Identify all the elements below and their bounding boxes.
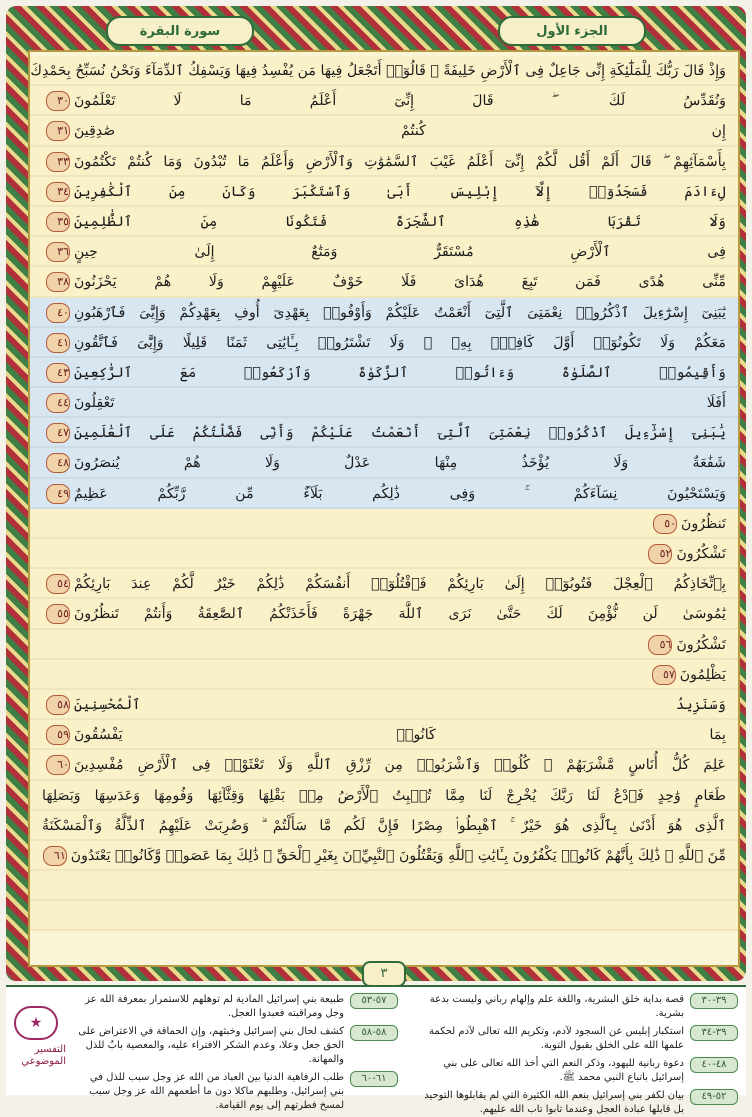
line-text: مِّنِّى هُدًى فَمَن تَبِعَ هُدَاىَ فَلَا خَوْفٌ عَلَيْهِمْ وَلَا هُمْ يَحْزَنُونَ (74, 274, 726, 291)
quran-line (30, 479, 738, 509)
quran-line (30, 630, 738, 660)
quran-line (30, 660, 738, 690)
line-text: أَفَلَا تَعْقِلُونَ (74, 395, 726, 412)
quran-line (30, 599, 738, 629)
ayah-number: ٤١ (46, 333, 70, 353)
ayah-number: ٤٧ (46, 423, 70, 443)
quran-line (30, 509, 738, 539)
line-text: لِءَادَمَ فَسَجَدُوٓا۟ إِلَّآ إِبْلِيسَ أَبَىٰ وَٱسْتَكْبَرَ وَكَانَ مِنَ ٱلْكَٰفِرِينَ (74, 183, 726, 200)
quran-line (30, 298, 738, 328)
footer-row (414, 1057, 738, 1085)
quran-line (30, 811, 738, 841)
line-text: بِأَسْمَآئِهِمْ ۖ قَالَ أَلَمْ أَقُل لَّكُمْ إِنِّىٓ أَعْلَمُ غَيْبَ ٱلسَّمَٰوَٰتِ وَٱلْأَرْضِ وَأَعْلَمُ مَا تُبْدُونَ وَمَا كُنتُمْ تَكْتُمُونَ (74, 153, 726, 170)
page-frame (6, 6, 746, 981)
line-text: ٱلَّذِى هُوَ أَدْنَىٰ بِٱلَّذِى هُوَ خَيْرٌ ۚ ٱهْبِطُوا۟ مِصْرًا فَإِنَّ لَكُم مَّا سَأَلْتُمْ ۗ وَضُرِبَتْ عَلَيْهِمُ ٱلذِّلَّةُ وَٱلْمَسْكَنَةُ (42, 817, 726, 834)
line-text: شَفَٰعَةٌ وَلَا يُؤْخَذُ مِنْهَا عَدْلٌ وَلَا هُمْ يُنصَرُونَ (74, 455, 726, 472)
footer-text: قصة بداية خلق البشرية، واللغة علم وإلهام رباني وليست بدعة بشرية. (429, 994, 684, 1019)
line-text: وَإِذْ قَالَ رَبُّكَ لِلْمَلَٰٓئِكَةِ إِنِّى جَاعِلٌ فِى ٱلْأَرْضِ خَلِيفَةً ۖ قَالُوٓا۟ أَتَجْعَلُ فِيهَا مَن يُفْسِدُ فِيهَا وَيَسْفِكُ ٱلدِّمَآءَ وَنَحْنُ نُسَبِّحُ بِحَمْدِكَ (30, 63, 726, 79)
footer-text: استكبار إبليس عن السجود لآدم، وتكريم الله تعالى لآدم لحكمة علمها الله على الخلق بقبول التوبة. (429, 1026, 684, 1051)
line-text: تَشْكُرُونَ (676, 546, 726, 562)
ayah-number: ٣٦ (46, 242, 70, 262)
page-number: ٣ (362, 961, 406, 987)
ayah-number: ٣١ (46, 121, 70, 141)
logo-text: التفسير الموضوعي (21, 1044, 66, 1067)
footer-text: بيان لكفر بني إسرائيل بنعم الله الكثيرة التي لم يقابلوها التوحيد بل قابلها عبادة العجل وعندما تابوا تاب الله عليهم. (424, 1090, 684, 1115)
line-rule (30, 929, 738, 931)
footer-text: طلب الرفاهية الدنيا بين العباد من الله عز وجل سبب للذل في بني إسرائيل، وطلبهم ماكلا دون ما أطعمهم الله عز وجل سبب لمسخ فطرتهم إلى يوم القيامة. (89, 1072, 344, 1111)
range-badge: ٥٧-٥٣ (350, 993, 398, 1009)
quran-line (30, 448, 738, 478)
quran-line (30, 56, 738, 86)
quran-line (30, 690, 738, 720)
footer-row (414, 993, 738, 1021)
line-text: طَعَامٍ وَٰحِدٍ فَٱدْعُ لَنَا رَبَّكَ يُخْرِجْ لَنَا مِمَّا تُنۢبِتُ ٱلْأَرْضُ مِنۢ بَقْلِهَا وَقِثَّآئِهَا وَفُومِهَا وَعَدَسِهَا وَبَصَلِهَا (42, 787, 726, 804)
quran-line (30, 388, 738, 418)
quran-line (30, 750, 738, 780)
quran-line (30, 720, 738, 750)
quran-line (30, 328, 738, 358)
line-text: فِى ٱلْأَرْضِ مُسْتَقَرٌّ وَمَتَٰعٌ إِلَىٰ حِينٍ (74, 244, 726, 261)
ayah-number: ٥٨ (46, 695, 70, 715)
line-text: بِمَا كَانُوا۟ يَفْسُقُونَ (74, 727, 726, 744)
quran-line (30, 177, 738, 207)
quran-line (30, 901, 738, 931)
quran-line (30, 781, 738, 811)
ayah-number: ٥٠ (653, 514, 677, 534)
juz-title: الجزء الأول (498, 16, 646, 46)
quran-line (30, 207, 738, 237)
ayah-number: ٤٩ (46, 484, 70, 504)
range-badge: ٣٩-٣٤ (690, 1025, 738, 1041)
line-text: يَٰبَنِىٓ إِسْرَٰٓءِيلَ ٱذْكُرُوا۟ نِعْمَتِىَ ٱلَّتِىٓ أَنْعَمْتُ عَلَيْكُمْ وَأَنِّى فَضَّلْتُكُمْ عَلَى ٱلْعَٰلَمِينَ (74, 425, 726, 442)
footer-row (74, 993, 398, 1021)
text-area (28, 50, 740, 981)
ayah-number: ٥٩ (46, 725, 70, 745)
ayah-number: ٣٥ (46, 212, 70, 232)
footer (6, 985, 746, 1115)
range-badge: ٤٨-٤٠ (690, 1057, 738, 1073)
ayah-number: ٥٢ (648, 544, 672, 564)
ayah-number: ٣٤ (46, 182, 70, 202)
ayah-number: ٤٣ (46, 363, 70, 383)
ayah-number: ٥٥ (46, 604, 70, 624)
ayah-number: ٣٨ (46, 272, 70, 292)
line-text: وَأَقِيمُوا۟ ٱلصَّلَوٰةَ وَءَاتُوا۟ ٱلزَّكَوٰةَ وَٱرْكَعُوا۟ مَعَ ٱلرَّٰكِعِينَ (74, 364, 726, 381)
ayah-number: ٤٤ (46, 393, 70, 413)
footer-row (74, 1071, 398, 1113)
line-text: وَيَسْتَحْيُونَ نِسَآءَكُمْ ۚ وَفِى ذَٰلِكُم بَلَآءٌ مِّن رَّبِّكُمْ عَظِيمٌ (74, 485, 726, 502)
quran-line (30, 539, 738, 569)
quran-line (30, 237, 738, 267)
line-text: يَظْلِمُونَ (679, 666, 726, 683)
line-text: إِن كُنتُمْ صَٰدِقِينَ (74, 123, 726, 140)
line-text: عَلِمَ كُلُّ أُنَاسٍ مَّشْرَبَهُمْ ۖ كُلُوا۟ وَٱشْرَبُوا۟ مِن رِّزْقِ ٱللَّهِ وَلَا تَعْثَوْا۟ فِى ٱلْأَرْضِ مُفْسِدِينَ (74, 757, 726, 774)
footer-text: طبيعة بني إسرائيل المادية لم توهلهم للاستمرار بمعرفة الله عز وجل ومراقبته فعبدوا العجل. (85, 994, 344, 1019)
ayah-number: ٦١ (43, 846, 67, 866)
quran-line (30, 86, 738, 116)
quran-line (30, 267, 738, 297)
footer-text: دعوة ربانية لليهود، وذكر النعم التي أخذ الله تعالى على بني إسرائيل باتباع النبي محمد ﷺ. (443, 1058, 684, 1083)
quran-line (30, 841, 738, 871)
range-badge: ٥٢-٤٩ (690, 1089, 738, 1105)
range-badge: ٦١-٦٠ (350, 1071, 398, 1087)
quran-line (30, 418, 738, 448)
logo-icon: ★ (14, 1006, 58, 1040)
line-text: وَنُقَدِّسُ لَكَ ۖ قَالَ إِنِّىٓ أَعْلَمُ مَا لَا تَعْلَمُونَ (74, 93, 726, 110)
footer-left (66, 987, 406, 1111)
logo (6, 987, 66, 1087)
footer-row (414, 1089, 738, 1117)
quran-line (30, 116, 738, 146)
ayah-number: ٦٠ (46, 755, 70, 775)
ayah-number: ٤٠ (46, 303, 70, 323)
line-text: يَٰبَنِىٓ إِسْرَٰٓءِيلَ ٱذْكُرُوا۟ نِعْمَتِىَ ٱلَّتِىٓ أَنْعَمْتُ عَلَيْكُمْ وَأَوْفُوا۟ بِعَهْدِىٓ أُوفِ بِعَهْدِكُمْ وَإِيَّٰىَ فَٱرْهَبُونِ (74, 304, 726, 321)
quran-lines (30, 56, 738, 931)
quran-line (30, 569, 738, 599)
ayah-number: ٥٧ (652, 665, 676, 685)
line-text: وَلَا تَقْرَبَا هَٰذِهِ ٱلشَّجَرَةَ فَتَكُونَا مِنَ ٱلظَّٰلِمِينَ (74, 213, 726, 230)
range-badge: ٣٩-٣٠ (690, 993, 738, 1009)
ayah-number: ٤٨ (46, 453, 70, 473)
footer-row (414, 1025, 738, 1053)
ayah-number: ٥٤ (46, 574, 70, 594)
ayah-number: ٣٣ (46, 152, 70, 172)
footer-row (74, 1025, 398, 1067)
range-badge: ٥٨-٥٨ (350, 1025, 398, 1041)
ayah-number: ٥٦ (648, 635, 672, 655)
surah-title: سورة البقرة (106, 16, 254, 46)
line-text: وَسَنَزِيدُ ٱلْمُحْسِنِينَ (74, 696, 726, 713)
line-text: يَٰمُوسَىٰ لَن نُّؤْمِنَ لَكَ حَتَّىٰ نَرَى ٱللَّهَ جَهْرَةً فَأَخَذَتْكُمُ ٱلصَّٰعِقَةُ وَأَنتُمْ تَنظُرُونَ (74, 606, 726, 623)
footer-right (406, 987, 746, 1115)
ayah-number: ٣٠ (46, 91, 70, 111)
line-text: تَنظُرُونَ (681, 515, 726, 532)
quran-line (30, 871, 738, 901)
line-text: مِّنَ ٱللَّهِ ۗ ذَٰلِكَ بِأَنَّهُمْ كَانُوا۟ يَكْفُرُونَ بِـَٔايَٰتِ ٱللَّهِ وَيَقْتُلُونَ ٱلنَّبِيِّۦنَ بِغَيْرِ ٱلْحَقِّ ۗ ذَٰلِكَ بِمَا عَصَوا۟ وَّكَانُوا۟ يَعْتَدُونَ (70, 847, 726, 864)
line-text: تَشْكُرُونَ (676, 636, 726, 653)
line-text: مَعَكُمْ وَلَا تَكُونُوٓا۟ أَوَّلَ كَافِرٍۭ بِهِۦ ۖ وَلَا تَشْتَرُوا۟ بِـَٔايَٰتِى ثَمَنًا قَلِيلًا وَإِيَّٰىَ فَٱتَّقُونِ (74, 334, 726, 351)
quran-line (30, 147, 738, 177)
line-text: بِٱتِّخَاذِكُمُ ٱلْعِجْلَ فَتُوبُوٓا۟ إِلَىٰ بَارِئِكُمْ فَٱقْتُلُوٓا۟ أَنفُسَكُمْ ذَٰلِكُمْ خَيْرٌ لَّكُمْ عِندَ بَارِئِكُمْ (74, 576, 726, 593)
quran-line (30, 358, 738, 388)
footer-text: كشف لحال بني إسرائيل وخبثهم، وإن الحماقة في الاعتراض على الحق جعل وعلا، وعدم الشكر الافتراء عليه، والمعصية بابٌ للذل والمهانة. (78, 1026, 344, 1065)
